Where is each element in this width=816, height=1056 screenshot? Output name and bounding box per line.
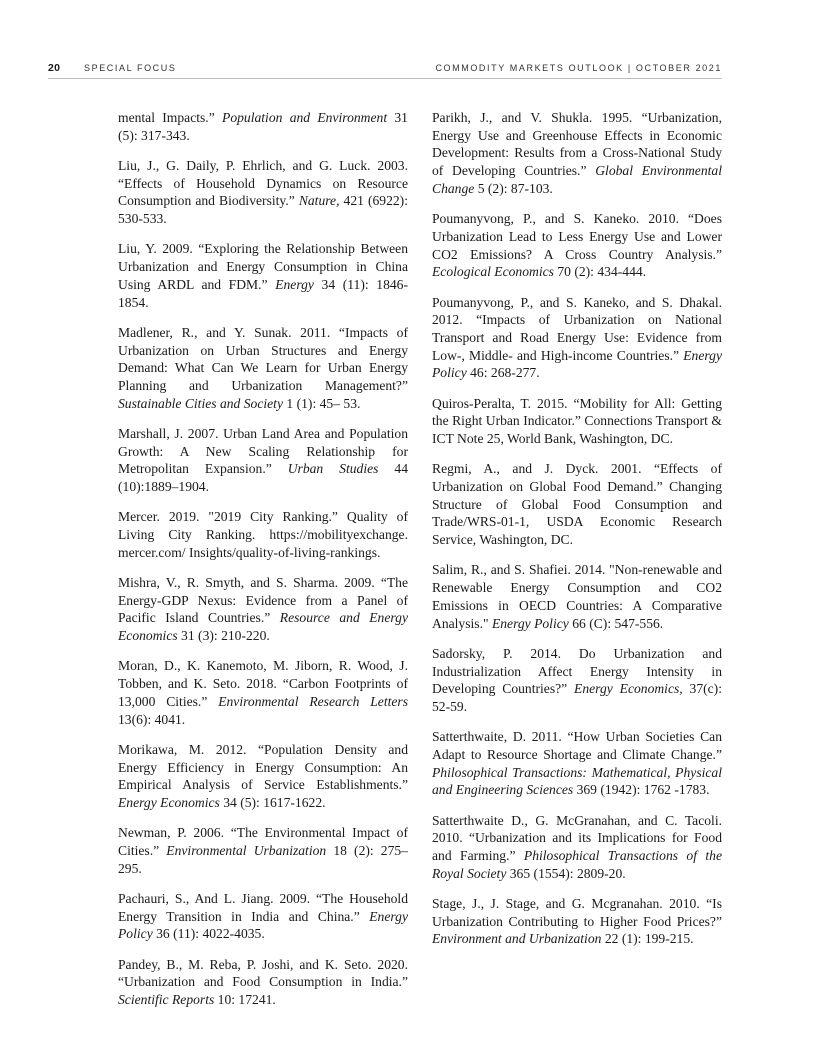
reference-entry: Liu, J., G. Daily, P. Ehrlich, and G. Luck. 2003. “Effects of Household Dynamics on Resource Consumption and Biodiversity.” Nature, 421 (6922): 530-533. [118,158,408,227]
reference-entry: Quiros-Peralta, T. 2015. “Mobility for All: Getting the Right Urban Indicator.” Connections Transport & ICT Note 25, World Bank, Washington, DC. [432,395,722,447]
reference-entry: Marshall, J. 2007. Urban Land Area and Population Growth: A New Scaling Relationship for Metropolitan Expansion.” Urban Studies 44 (10):1889–1904. [118,425,409,495]
page-header [48,62,722,78]
reference-entry: Stage, J., J. Stage, and G. Mcgranahan. 2010. “Is Urbanization Contributing to Higher Food Prices?” Environment and Urbanization 22 (1): 199-215. [432,896,722,947]
reference-entry: Poumanyvong, P., and S. Kaneko, and S. Dhakal. 2012. “Impacts of Urbanization on National Transport and Road Energy Use: Evidence from Low-, Middle- and High-income Countries.” Energy Policy 46: 268-277. [432,294,722,381]
reference-entry: Salim, R., and S. Shafiei. 2014. "Non-renewable and Renewable Energy Consumption and CO2 Emissions in OECD Countries: A Comparative Analysis." Energy Policy 66 (C): 547-556. [432,562,722,631]
reference-entry: mental Impacts.” Population and Environment 31 (5): 317-343. [118,110,408,143]
reference-entry: Moran, D., K. Kanemoto, M. Jiborn, R. Wood, J. Tobben, and K. Seto. 2018. “Carbon Footprints of 13,000 Cities.” Environmental Research Letters 13(6): 4041. [118,658,408,727]
reference-entry: Pachauri, S., And L. Jiang. 2009. “The Household Energy Transition in India and China.” Energy Policy 36 (11): 4022-4035. [118,890,408,942]
reference-entry: Newman, P. 2006. “The Environmental Impact of Cities.” Environmental Urbanization 18 (2): 275–295. [118,825,408,876]
reference-entry: Pandey, B., M. Reba, P. Joshi, and K. Seto. 2020. “Urbanization and Food Consumption in India.” Scientific Reports 10: 17241. [118,956,408,1008]
references-right-column [432,109,722,961]
references-left-column [118,109,408,1021]
publication-title: COMMODITY MARKETS OUTLOOK | OCTOBER 2021 [435,63,722,73]
page-number: 20 [48,62,61,74]
section-label: SPECIAL FOCUS [84,63,177,73]
reference-entry: Satterthwaite D., G. McGranahan, and C. Tacoli. 2010. “Urbanization and its Implications for Food and Farming.” Philosophical Transactions of the Royal Society 365 (1554): 2809-20. [432,812,722,881]
reference-entry: Regmi, A., and J. Dyck. 2001. “Effects of Urbanization on Global Food Demand.” Changing Structure of Global Food Consumption and Trade/WRS-01-1, USDA Economic Research Service, Washington, DC. [432,461,722,548]
reference-entry: Poumanyvong, P., and S. Kaneko. 2010. “Does Urbanization Lead to Less Energy Use and Lower CO2 Emissions? A Cross Country Analysis.” Ecological Economics 70 (2): 434-444. [432,211,722,280]
reference-entry: Mishra, V., R. Smyth, and S. Sharma. 2009. “The Energy-GDP Nexus: Evidence from a Panel of Pacific Island Countries.” Resource and Energy Economics 31 (3): 210-220. [118,575,409,644]
reference-entry: Parikh, J., and V. Shukla. 1995. “Urbanization, Energy Use and Greenhouse Effects in Economic Development: Results from a Cross-National Study of Developing Countries.” Global Environmental Change 5 (2): 87-103. [432,110,722,196]
reference-entry: Morikawa, M. 2012. “Population Density and Energy Efficiency in Energy Consumption: An Empirical Analysis of Service Establishments.” Energy Economics 34 (5): 1617-1622. [118,741,408,810]
reference-entry: Madlener, R., and Y. Sunak. 2011. “Impacts of Urbanization on Urban Structures and Energy Demand: What Can We Learn for Urban Energy Planning and Urbanization Management?” Sustainable Cities and Society 1 (1): 45– 53. [118,324,408,411]
header-divider [48,78,722,79]
reference-entry: Satterthwaite, D. 2011. “How Urban Societies Can Adapt to Resource Shortage and Climate Change.” Philosophical Transactions: Mathematical, Physical and Engineering Sciences 369 (1942): 1762 -1783. [432,729,722,798]
reference-entry: Mercer. 2019. "2019 City Ranking.” Quality of Living City Ranking. https://mobilityexchange. mercer.com/ Insights/quality-of-living-rankings. [118,509,408,560]
reference-entry: Sadorsky, P. 2014. Do Urbanization and Industrialization Affect Energy Intensity in Developing Countries?” Energy Economics, 37(c): 52-59. [432,645,722,714]
reference-entry: Liu, Y. 2009. “Exploring the Relationship Between Urbanization and Energy Consumption in China Using ARDL and FDM.” Energy 34 (11): 1846-1854. [118,241,408,310]
